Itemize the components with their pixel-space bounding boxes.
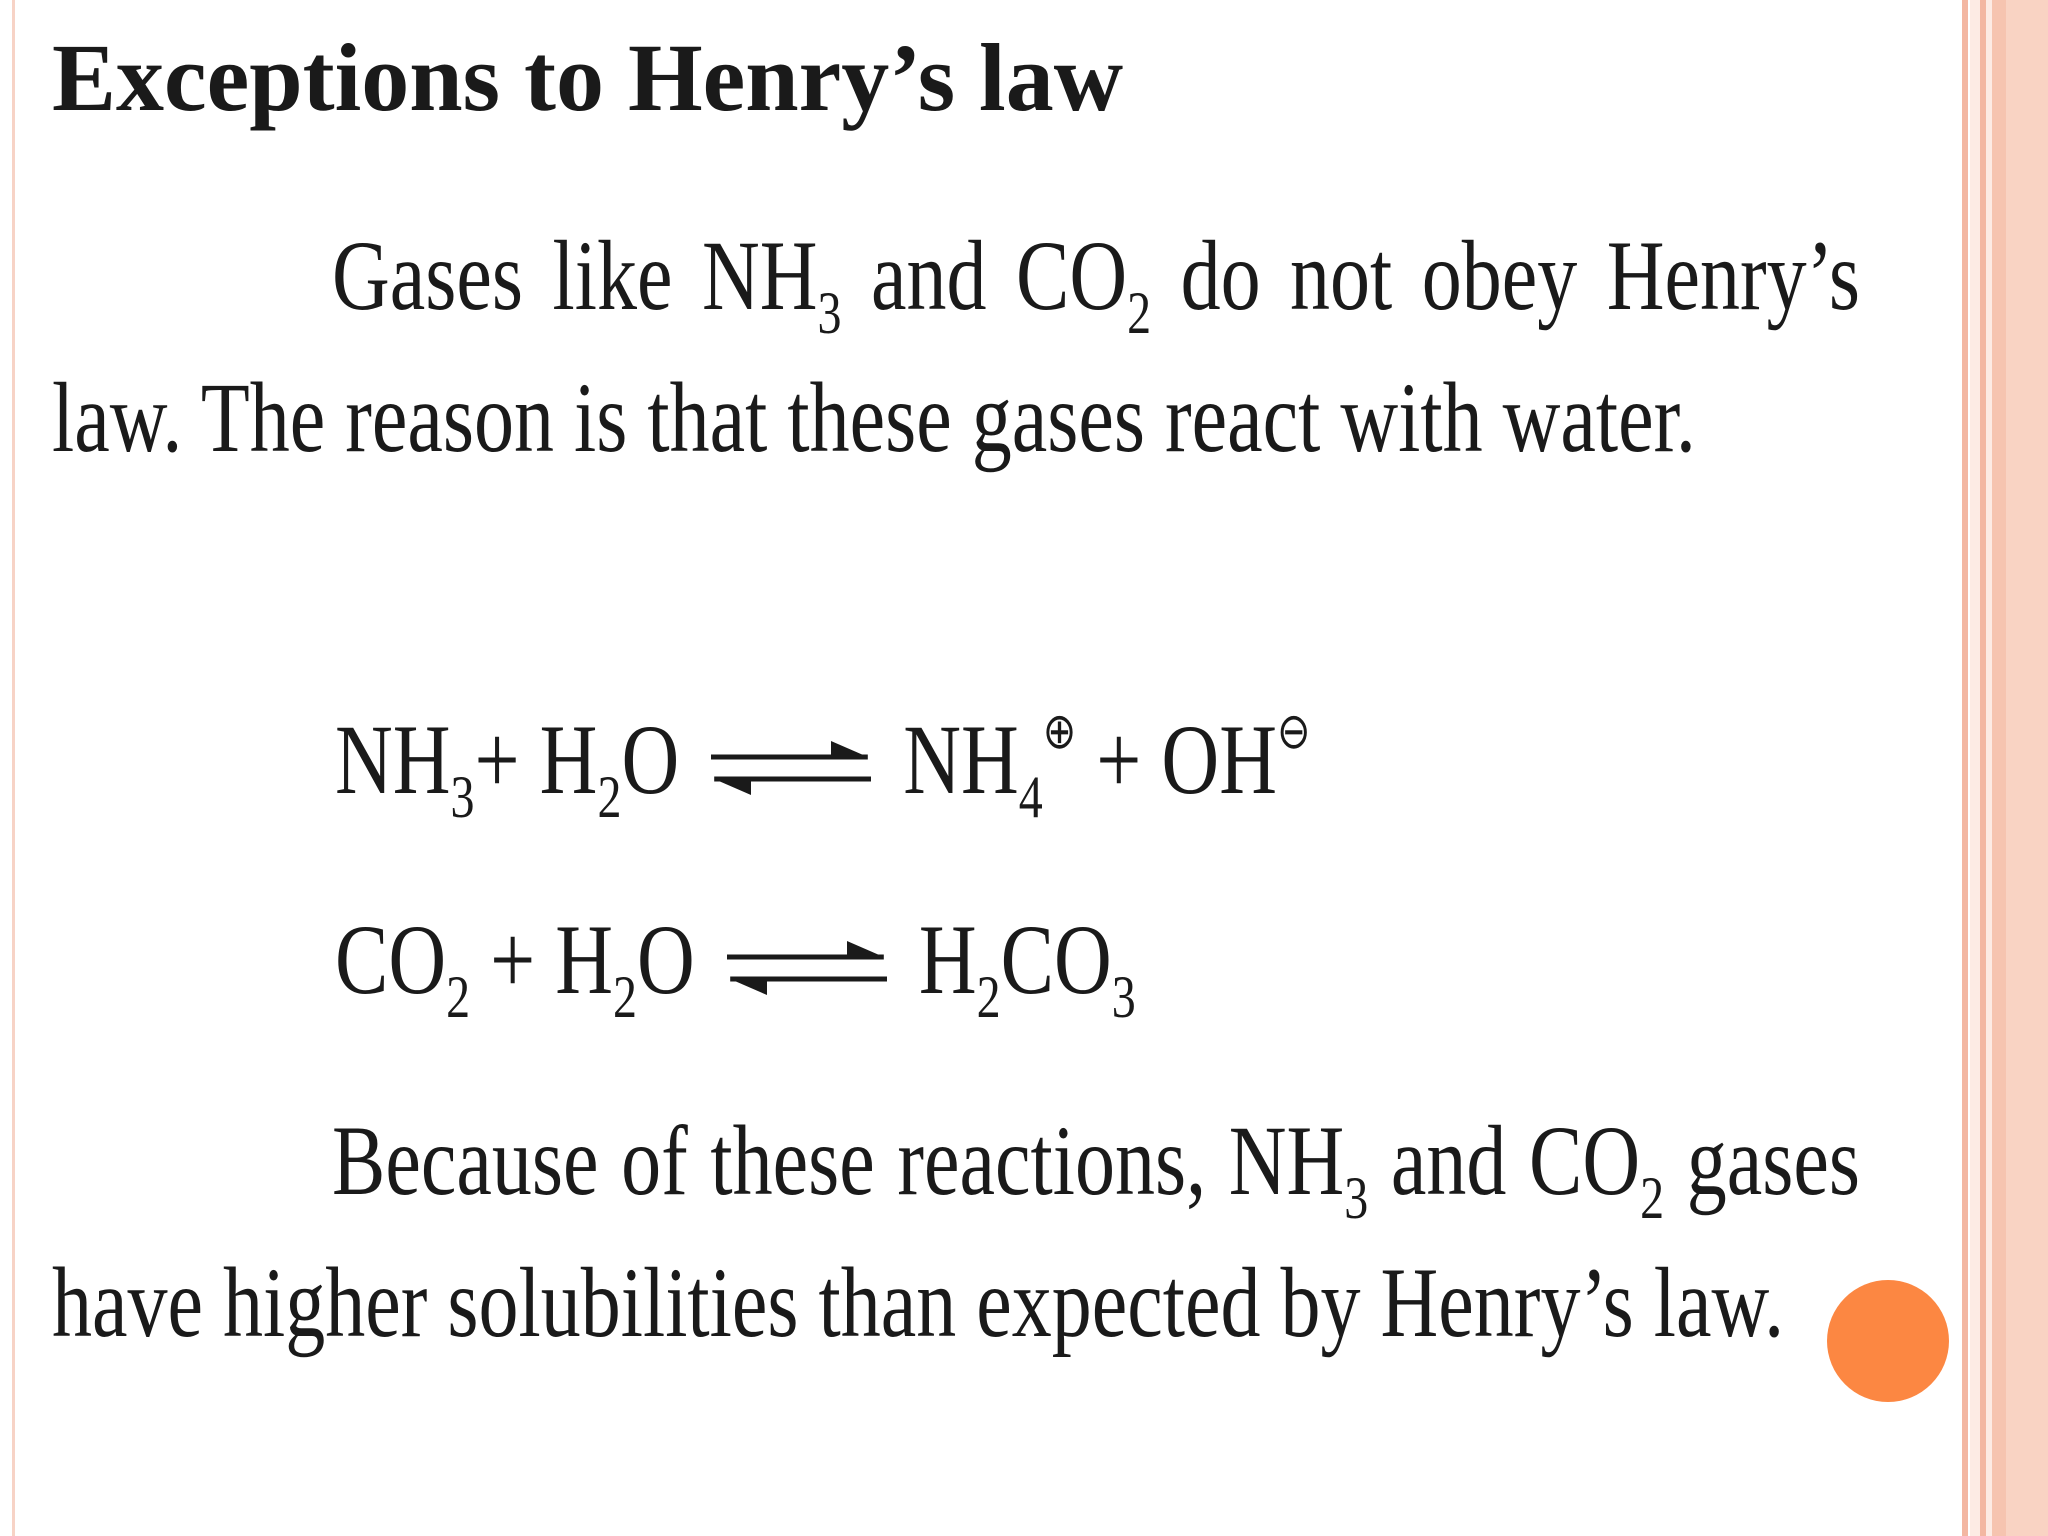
- subscript: 2: [597, 764, 622, 830]
- product: H: [918, 904, 977, 1015]
- subscript: 3: [1344, 1165, 1369, 1231]
- paragraph-higher-solubilities: [52, 1090, 1860, 1374]
- decorative-stripe: [2006, 0, 2048, 1536]
- reactant: + H: [470, 904, 614, 1015]
- charge: ⊕: [1042, 703, 1077, 759]
- paragraph-text: gases have higher solubilities than expected by Henry’s law.: [52, 1105, 1860, 1358]
- reactant: O: [637, 904, 695, 1015]
- slide-title: Exceptions to Henry’s law: [52, 24, 1124, 131]
- subscript: 2: [613, 964, 638, 1030]
- product: CO: [1000, 904, 1112, 1015]
- subscript: 3: [1111, 964, 1136, 1030]
- product: + OH: [1076, 704, 1277, 815]
- paragraph-text: and CO: [1368, 1105, 1641, 1216]
- subscript: 2: [1640, 1165, 1665, 1231]
- subscript: 4: [1018, 764, 1043, 830]
- reactant: NH: [335, 704, 451, 815]
- equation-carbon-dioxide: [335, 900, 1136, 1030]
- product: NH: [903, 704, 1019, 815]
- reactant: O: [621, 704, 680, 815]
- equation-ammonia: [335, 700, 1311, 830]
- paragraph-text: Because of these reactions, NH: [332, 1105, 1345, 1216]
- charge: ⊖: [1276, 703, 1311, 759]
- reactant: CO: [335, 904, 447, 1015]
- decorative-stripe: [1962, 0, 1968, 1536]
- paragraph-gases-do-not-obey: [52, 205, 1860, 489]
- equilibrium-arrows-icon: [711, 710, 871, 830]
- subscript: 2: [976, 964, 1001, 1030]
- paragraph-text: Gases like NH: [332, 220, 818, 331]
- subscript: 2: [446, 964, 471, 1030]
- reactant: + H: [474, 704, 598, 815]
- decorative-stripe: [1970, 0, 1980, 1536]
- left-border-line: [12, 0, 15, 1536]
- subscript: 3: [817, 280, 842, 346]
- subscript: 3: [450, 764, 475, 830]
- equilibrium-arrows-icon: [727, 910, 887, 1030]
- subscript: 2: [1127, 280, 1152, 346]
- paragraph-text: and CO: [841, 220, 1128, 331]
- paragraph-text: do not obey Henry’s law. The reason is that these gases react with water.: [52, 220, 1860, 473]
- decorative-stripe: [1992, 0, 2006, 1536]
